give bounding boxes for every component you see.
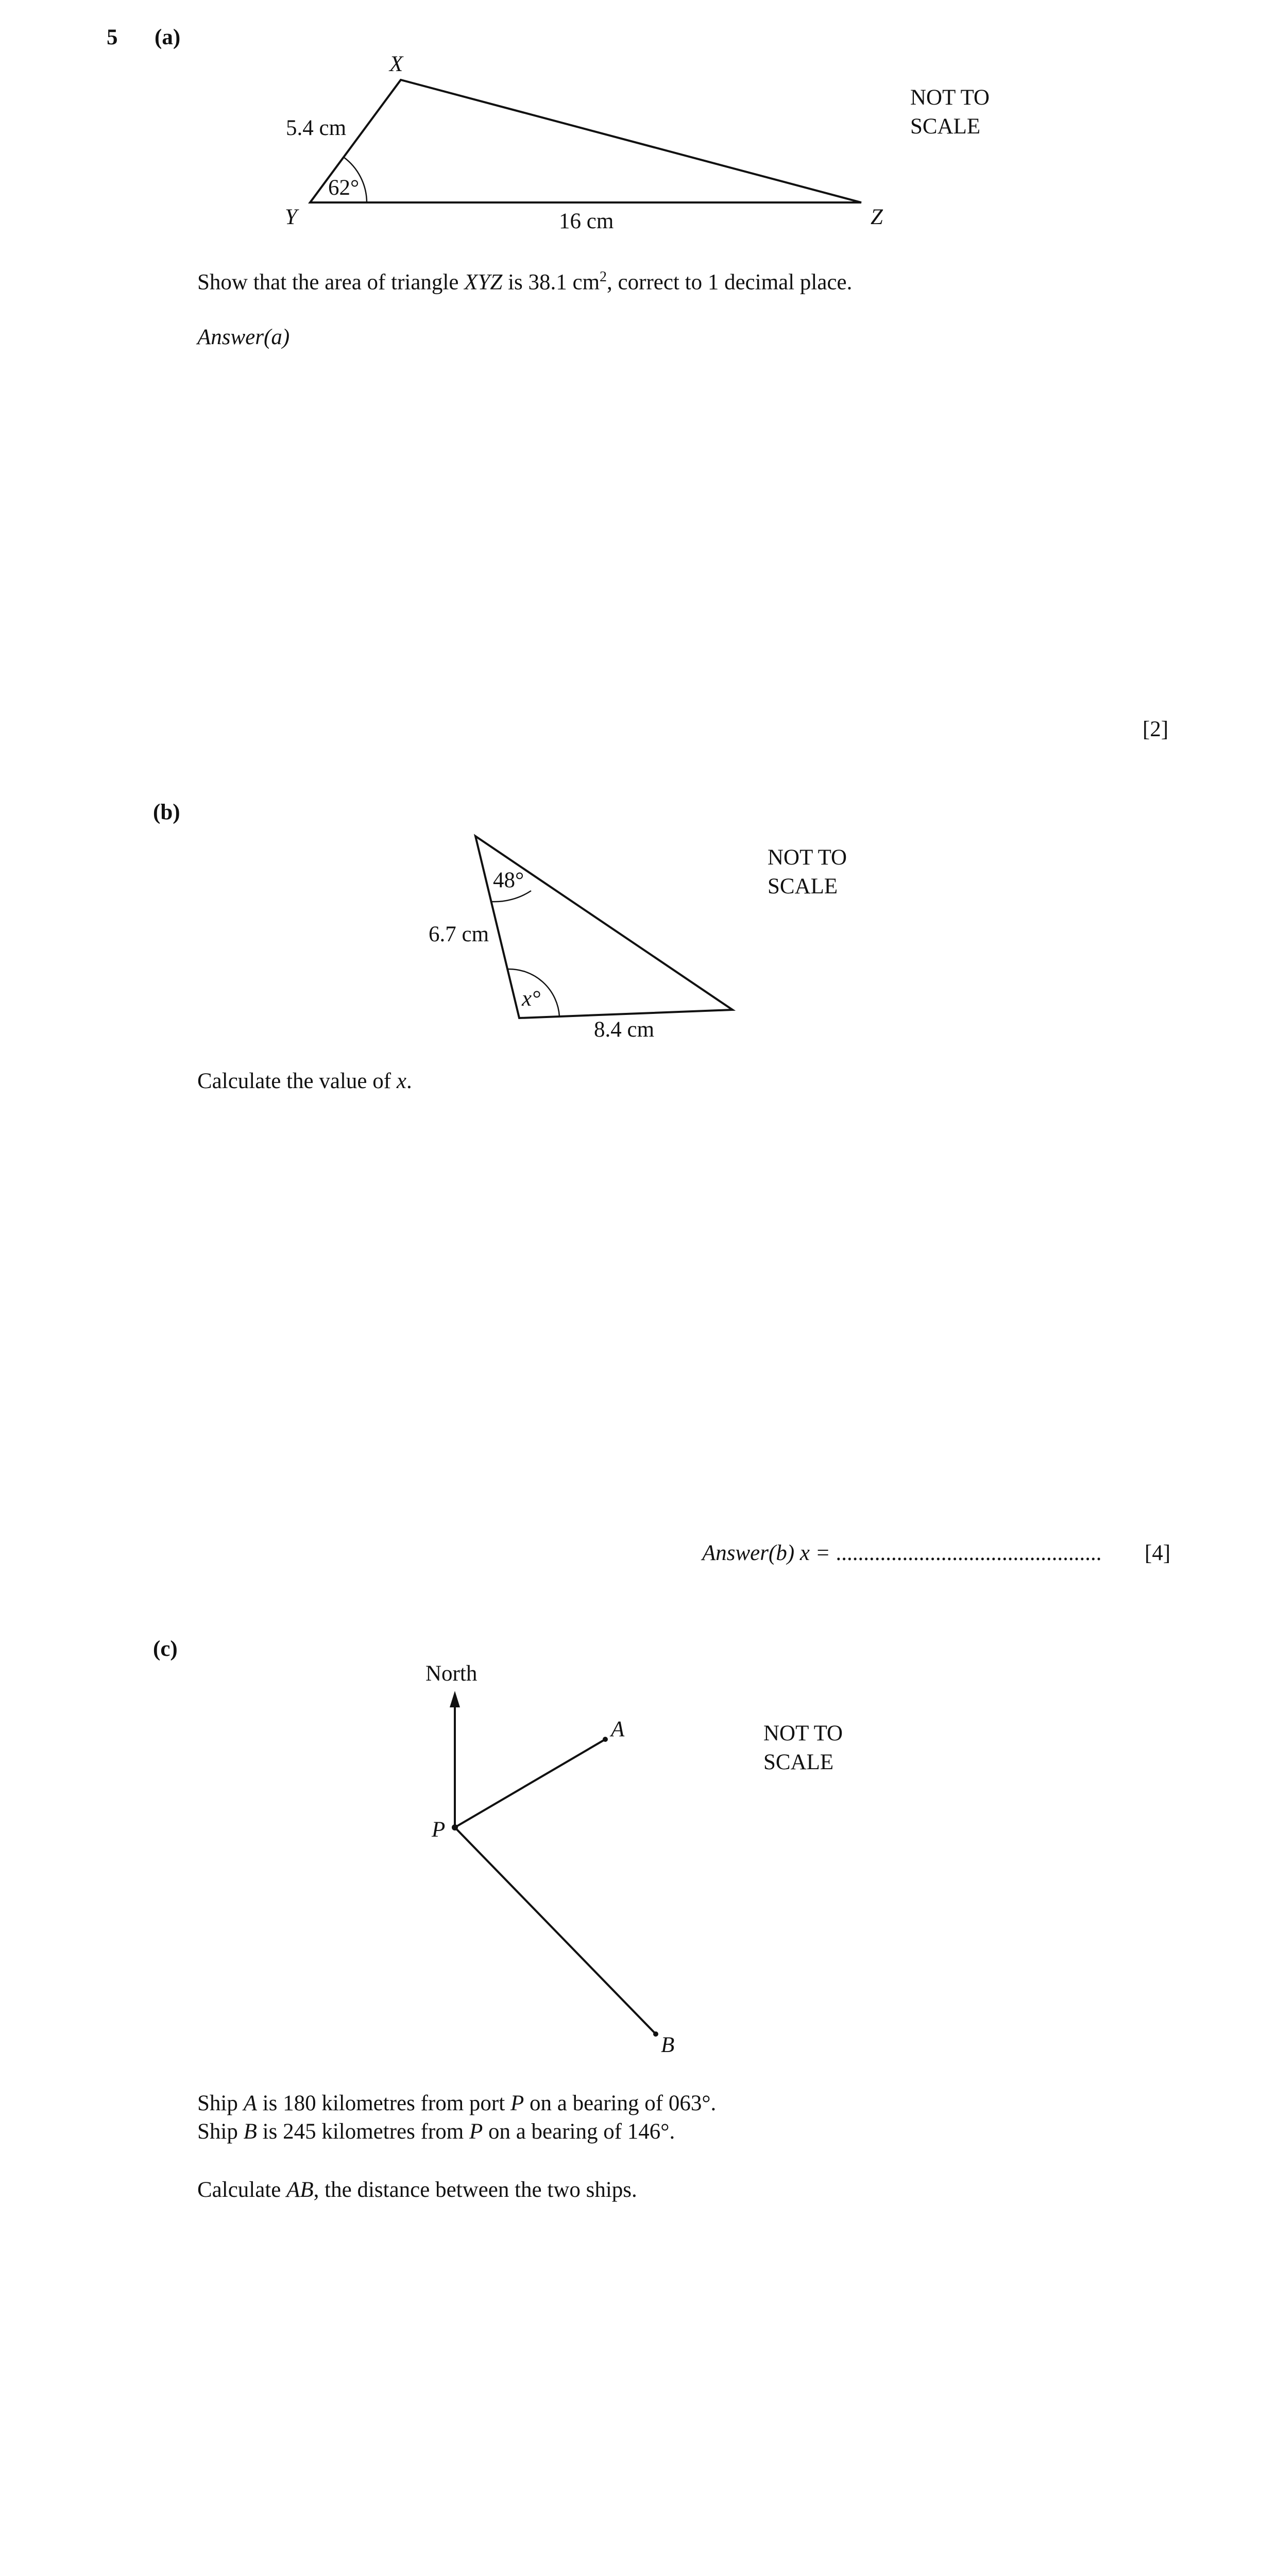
angle-y-label: 62°	[328, 176, 360, 200]
part-c-line1	[197, 2091, 716, 2116]
part-c-instruction-ab: AB	[286, 2178, 314, 2202]
point-a-dot	[603, 1737, 608, 1742]
part-c-line2	[197, 2119, 675, 2144]
part-c-line1-middle: is 180 kilometres from port	[257, 2091, 510, 2115]
part-a-answer-label: Answer(a)	[197, 325, 290, 349]
part-c-line2-ship: B	[243, 2120, 257, 2144]
not-to-scale-b-line1: NOT TO	[768, 845, 847, 870]
side-left-label: 6.7 cm	[429, 922, 489, 946]
not-to-scale-c	[763, 1719, 843, 1777]
line-pa	[455, 1739, 605, 1827]
question-number: 5	[107, 25, 118, 49]
part-c-line1-ship: A	[243, 2091, 257, 2115]
angle-x-label: x°	[522, 987, 541, 1011]
side-bottom-label: 8.4 cm	[594, 1018, 655, 1042]
part-b-answer-label: Answer(b) x =	[702, 1541, 836, 1565]
point-b-dot	[653, 2031, 658, 2037]
point-b-label: B	[661, 2033, 675, 2057]
not-to-scale-c-line2: SCALE	[763, 1750, 834, 1774]
vertex-y-label: Y	[285, 205, 297, 229]
point-p-label: P	[432, 1818, 446, 1842]
part-b-instruction-prefix: Calculate the value of	[197, 1069, 397, 1093]
point-p-dot	[452, 1824, 458, 1831]
part-a-instruction-middle: is 38.1 cm	[502, 270, 600, 295]
part-c-line2-suffix: on a bearing of 146°.	[483, 2120, 675, 2144]
part-a-instruction-triangle: XYZ	[464, 270, 503, 295]
part-c-line1-port: P	[510, 2091, 524, 2115]
part-a-instruction-prefix: Show that the area of triangle	[197, 270, 465, 295]
part-c-line1-suffix: on a bearing of 063°.	[524, 2091, 717, 2115]
north-arrow-icon	[450, 1691, 460, 1707]
side-xy-label: 5.4 cm	[286, 116, 347, 140]
part-b-instruction-var: x	[396, 1069, 406, 1093]
part-c-line2-port: P	[469, 2120, 483, 2144]
side-yz-label: 16 cm	[559, 209, 614, 233]
point-a-label: A	[611, 1717, 625, 1741]
not-to-scale-a-line2: SCALE	[910, 114, 981, 139]
part-a-instruction-suffix: , correct to 1 decimal place.	[607, 270, 853, 295]
not-to-scale-b-line2: SCALE	[768, 874, 838, 899]
line-pb	[455, 1827, 656, 2034]
part-c-instruction-suffix: , the distance between the two ships.	[313, 2178, 637, 2202]
part-b-label: (b)	[153, 800, 180, 824]
part-b-answer-dots[interactable]: ................................................	[836, 1541, 1102, 1565]
part-c-line2-prefix: Ship	[197, 2120, 244, 2144]
part-a-instruction-sup: 2	[600, 269, 607, 285]
not-to-scale-a-line1: NOT TO	[910, 86, 990, 110]
part-c-line1-prefix: Ship	[197, 2091, 244, 2115]
part-c-instruction	[197, 2177, 637, 2202]
part-c-label: (c)	[153, 1637, 178, 1661]
vertex-x-label: X	[389, 52, 403, 76]
part-b-instruction-suffix: .	[406, 1069, 412, 1093]
part-c-instruction-prefix: Calculate	[197, 2178, 287, 2202]
north-label: North	[425, 1662, 478, 1686]
not-to-scale-c-line1: NOT TO	[763, 1721, 843, 1745]
part-a-label: (a)	[155, 25, 181, 49]
vertex-z-label: Z	[871, 205, 883, 229]
angle-top-label: 48°	[493, 868, 524, 892]
part-b-marks: [4]	[1145, 1541, 1171, 1565]
part-a-marks: [2]	[1143, 717, 1169, 741]
part-c-line2-middle: is 245 kilometres from	[257, 2120, 469, 2144]
